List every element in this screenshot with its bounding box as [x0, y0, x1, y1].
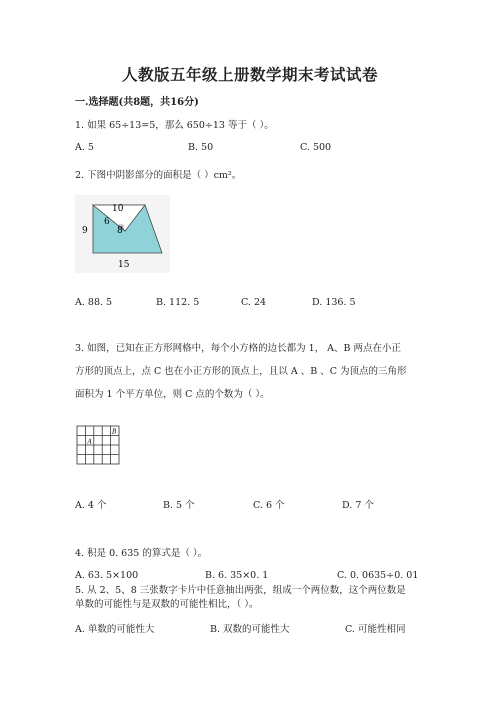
q5-option-a[interactable]: A. 单数的可能性大 — [75, 624, 155, 635]
q5-line-1: 5. 从 2、5、8 三张数字卡片中任意抽出两张，组成一个两位数，这个两位数是 — [75, 585, 406, 596]
question-2: 2. 下图中阴影部分的面积是（ ）cm²。 — [75, 170, 242, 181]
q3-grid-figure — [76, 425, 122, 467]
q5-option-b[interactable]: B. 双数的可能性大 — [210, 624, 290, 635]
q4-option-a[interactable]: A. 63. 5×100 — [75, 570, 139, 581]
q1-option-b[interactable]: B. 50 — [188, 142, 214, 153]
q1-option-c[interactable]: C. 500 — [300, 142, 332, 153]
q4-option-c[interactable]: C. 0. 0635÷0. 01 — [337, 570, 419, 581]
q5-option-c[interactable]: C. 可能性相同 — [345, 624, 406, 635]
figure-label-inner: 8 — [117, 226, 123, 236]
q3-option-c[interactable]: C. 6 个 — [253, 500, 285, 511]
q3-option-a[interactable]: A. 4 个 — [75, 500, 107, 511]
q3-line-3: 面积为 1 个平方单位，则 C 点的个数为（ ）。 — [75, 389, 270, 400]
q2-option-b[interactable]: B. 112. 5 — [156, 297, 200, 308]
figure-label-bottom: 15 — [118, 260, 130, 270]
q2-option-a[interactable]: A. 88. 5 — [75, 297, 113, 308]
q3-line-1: 3. 如图，已知在正方形网格中，每个小方格的边长都为 1， A、B 两点在小正 — [75, 343, 402, 354]
q3-line-2: 方形的顶点上，点 C 也在小正方形的顶点上，且以 A 、B 、C 为顶点的三角形 — [75, 366, 407, 377]
page-title: 人教版五年级上册数学期末考试试卷 — [121, 65, 378, 84]
q3-option-b[interactable]: B. 5 个 — [163, 500, 195, 511]
q2-option-c[interactable]: C. 24 — [241, 297, 267, 308]
figure-label-top: 10 — [112, 204, 124, 214]
q2-figure — [75, 195, 170, 273]
q4-option-b[interactable]: B. 6. 35×0. 1 — [205, 570, 269, 581]
section-heading: 一.选择题(共8题，共16分) — [75, 97, 199, 108]
q2-option-d[interactable]: D. 136. 5 — [312, 297, 356, 308]
figure-label-hyp: 6 — [104, 217, 110, 227]
grid-label-a: A — [87, 438, 92, 446]
question-4: 4. 积是 0. 635 的算式是（ ）。 — [75, 548, 208, 559]
q1-option-a[interactable]: A. 5 — [75, 142, 94, 153]
grid-label-b: B — [112, 428, 117, 436]
q3-option-d[interactable]: D. 7 个 — [342, 500, 374, 511]
question-1: 1. 如果 65÷13=5，那么 650÷13 等于（ ）。 — [75, 120, 274, 131]
figure-label-left: 9 — [82, 226, 88, 236]
q5-line-2: 单数的可能性与是双数的可能性相比，（ ）。 — [75, 599, 259, 610]
